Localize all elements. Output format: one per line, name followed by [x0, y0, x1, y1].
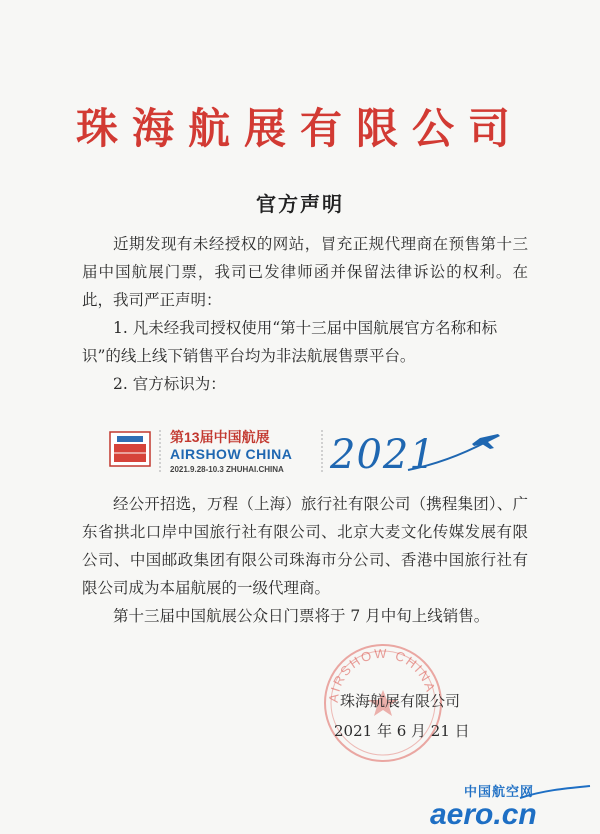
- logo-dates: 2021.9.28-10.3 ZHUHAI.CHINA: [170, 465, 284, 474]
- company-header: 珠海航展有限公司: [75, 104, 524, 153]
- statement-item-1: 1. 凡未经我司授权使用“第十三届中国航展官方名称和标识”的线上线下销售平台均为非法航展售票平台。: [82, 319, 498, 365]
- agents-paragraph: 经公开招选，万程（上海）旅行社有限公司（携程集团）、广东省拱北口岸中国旅行社有限公司、北京大麦文化传媒发展有限公司、中国邮政集团有限公司珠海市分公司、香港中国旅行社有限公司成为本届航展的一级代理商。: [82, 495, 528, 597]
- airshow-logo: [108, 424, 504, 478]
- watermark-en: aero.cn: [430, 798, 537, 830]
- airshow-emblem-icon: [110, 432, 150, 466]
- intro-paragraph: 近期发现有未经授权的网站，冒充正规代理商在预售第十三届中国航展门票，我司已发律师函并保留法律诉讼的权利。在此，我司严正声明：: [82, 235, 528, 309]
- signature-date: 2021 年 6 月 21 日: [334, 722, 470, 740]
- signature-company: 珠海航展有限公司: [340, 692, 461, 710]
- aero-cn-watermark: [424, 782, 594, 830]
- logo-title-cn: 第13届中国航展: [170, 429, 270, 445]
- logo-year-mark: 2021: [330, 432, 436, 478]
- logo-title-en: AIRSHOW CHINA: [170, 446, 293, 462]
- seal-text: AIRSHOW CHINA: [325, 645, 439, 704]
- watermark-cn: 中国航空网: [464, 784, 535, 799]
- sale-notice: 第十三届中国航展公众日门票将于 7 月中旬上线销售。: [113, 607, 490, 625]
- statement-item-2: 2. 官方标识为：: [113, 375, 226, 393]
- page-title: 官方声明: [256, 192, 344, 216]
